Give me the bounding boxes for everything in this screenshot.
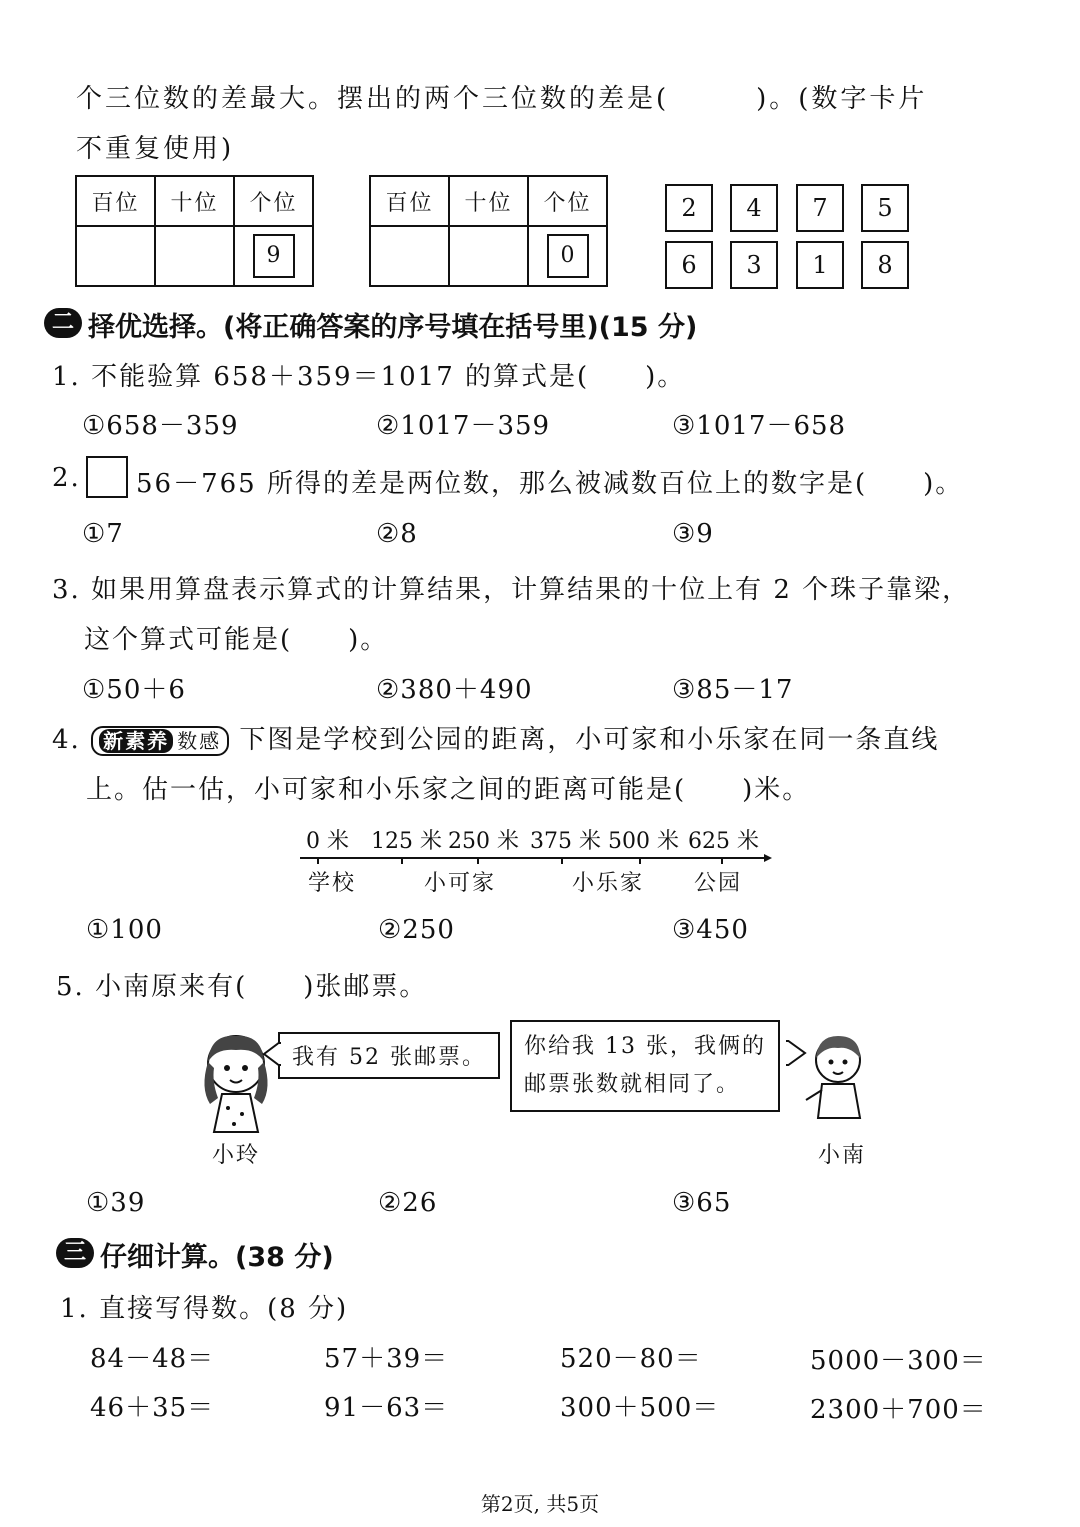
blank-cell[interactable] <box>449 226 528 286</box>
fixed-digit: 0 <box>547 234 589 278</box>
header-ones: 个位 <box>528 176 607 226</box>
place-xiaoke: 小可家 <box>424 871 497 896</box>
calc-item: 520－80＝ <box>560 1344 702 1374</box>
digit-card: 1 <box>796 241 844 289</box>
q4-text: 下图是学校到公园的距离，小可家和小乐家在同一条直线 <box>239 725 940 755</box>
digit-card: 6 <box>665 241 713 289</box>
place-value-table-1 <box>75 175 314 287</box>
question-4-line-2: 上。估一估，小可家和小乐家之间的距离可能是( )米。 <box>86 775 811 805</box>
calc-item: 57＋39＝ <box>324 1344 449 1374</box>
q5-option-3[interactable]: ③65 <box>672 1188 732 1218</box>
q2-option-1[interactable]: ①7 <box>82 519 124 549</box>
q1-option-3[interactable]: ③1017－658 <box>672 411 847 441</box>
calc-item: 46＋35＝ <box>90 1393 215 1423</box>
ones-cell <box>234 226 313 286</box>
digit-card: 2 <box>665 184 713 232</box>
section-3-badge: 三 <box>56 1238 94 1268</box>
ones-cell <box>528 226 607 286</box>
calc-item: 84－48＝ <box>90 1344 215 1374</box>
speech-bubble-right <box>510 1020 780 1112</box>
question-5: 5. 小南原来有( )张邮票。 <box>56 972 428 1002</box>
section-2-title: 择优选择。(将正确答案的序号填在括号里)(15 分) <box>88 312 698 343</box>
q2-number: 2. <box>52 463 81 493</box>
q3-option-1[interactable]: ①50＋6 <box>82 675 186 705</box>
blank-cell[interactable] <box>370 226 449 286</box>
question-3-line-1: 3. 如果用算盘表示算式的计算结果，计算结果的十位上有 2 个珠子靠梁， <box>52 575 971 605</box>
bubble-right-line-1: 你给我 13 张，我俩的 <box>524 1034 766 1059</box>
intro-line-2: 不重复使用) <box>76 134 235 164</box>
q2-option-3[interactable]: ③9 <box>672 519 714 549</box>
name-right: 小南 <box>818 1143 867 1168</box>
tick-label: 125 米 <box>371 829 442 854</box>
digit-card: 8 <box>861 241 909 289</box>
question-2: 56－765 所得的差是两位数，那么被减数百位上的数字是( )。 <box>136 469 964 499</box>
header-ones: 个位 <box>234 176 313 226</box>
calc-item: 5000－300＝ <box>810 1346 987 1376</box>
q3-option-3[interactable]: ③85－17 <box>672 675 794 705</box>
blank-cell[interactable] <box>155 226 234 286</box>
tick-label: 250 米 <box>448 829 519 854</box>
bubble-right-line-2: 邮票张数就相同了。 <box>524 1072 741 1097</box>
q2-option-2[interactable]: ②8 <box>376 519 418 549</box>
place-value-table-2 <box>369 175 608 287</box>
q1-option-1[interactable]: ①658－359 <box>82 411 239 441</box>
header-hundreds: 百位 <box>370 176 449 226</box>
axis-arrow <box>764 854 772 862</box>
calc-item: 91－63＝ <box>324 1393 449 1423</box>
boy-illustration <box>802 1030 872 1120</box>
speech-bubble-left: 我有 52 张邮票。 <box>278 1032 500 1079</box>
place-school: 学校 <box>308 871 357 896</box>
q4-option-2[interactable]: ②250 <box>378 915 455 945</box>
blank-cell[interactable] <box>76 226 155 286</box>
tick-label: 500 米 <box>608 829 679 854</box>
bubble-left-pointer <box>262 1042 282 1066</box>
intro-line-1: 个三位数的差最大。摆出的两个三位数的差是( )。(数字卡片 <box>76 84 928 114</box>
question-3-line-2: 这个算式可能是( )。 <box>84 625 389 655</box>
header-hundreds: 百位 <box>76 176 155 226</box>
q1-option-2[interactable]: ②1017－359 <box>376 411 551 441</box>
tick-label: 0 米 <box>306 829 349 854</box>
digit-card: 3 <box>730 241 778 289</box>
q5-option-1[interactable]: ①39 <box>86 1188 146 1218</box>
place-xiaole: 小乐家 <box>572 871 645 896</box>
fixed-digit: 9 <box>253 234 295 278</box>
name-left: 小玲 <box>212 1143 261 1168</box>
q4-option-3[interactable]: ③450 <box>672 915 749 945</box>
tag-dark: 新素养 <box>99 729 173 753</box>
digit-card: 5 <box>861 184 909 232</box>
q3-option-2[interactable]: ②380＋490 <box>376 675 533 705</box>
tick-label: 375 米 <box>530 829 601 854</box>
question-4-line-1 <box>52 719 939 756</box>
calc-item: 2300＋700＝ <box>810 1395 987 1425</box>
q5-option-2[interactable]: ②26 <box>378 1188 438 1218</box>
header-tens: 十位 <box>155 176 234 226</box>
q4-option-1[interactable]: ①100 <box>86 915 163 945</box>
section-3-title: 仔细计算。(38 分) <box>100 1242 334 1273</box>
digit-card: 4 <box>730 184 778 232</box>
q2-blank-box[interactable] <box>86 456 128 498</box>
section-3-subtitle: 1. 直接写得数。(8 分) <box>60 1294 349 1324</box>
section-2-badge: 二 <box>44 308 82 338</box>
tag-text: 数感 <box>177 729 222 753</box>
question-1: 1. 不能验算 658＋359＝1017 的算式是( )。 <box>52 362 686 392</box>
q4-number: 4. <box>52 725 81 755</box>
place-park: 公园 <box>694 871 743 896</box>
tick-label: 625 米 <box>688 829 759 854</box>
header-tens: 十位 <box>449 176 528 226</box>
literacy-tag <box>91 726 229 756</box>
page-footer: 第2页, 共5页 <box>480 1492 600 1516</box>
calc-item: 300＋500＝ <box>560 1393 720 1423</box>
digit-card: 7 <box>796 184 844 232</box>
